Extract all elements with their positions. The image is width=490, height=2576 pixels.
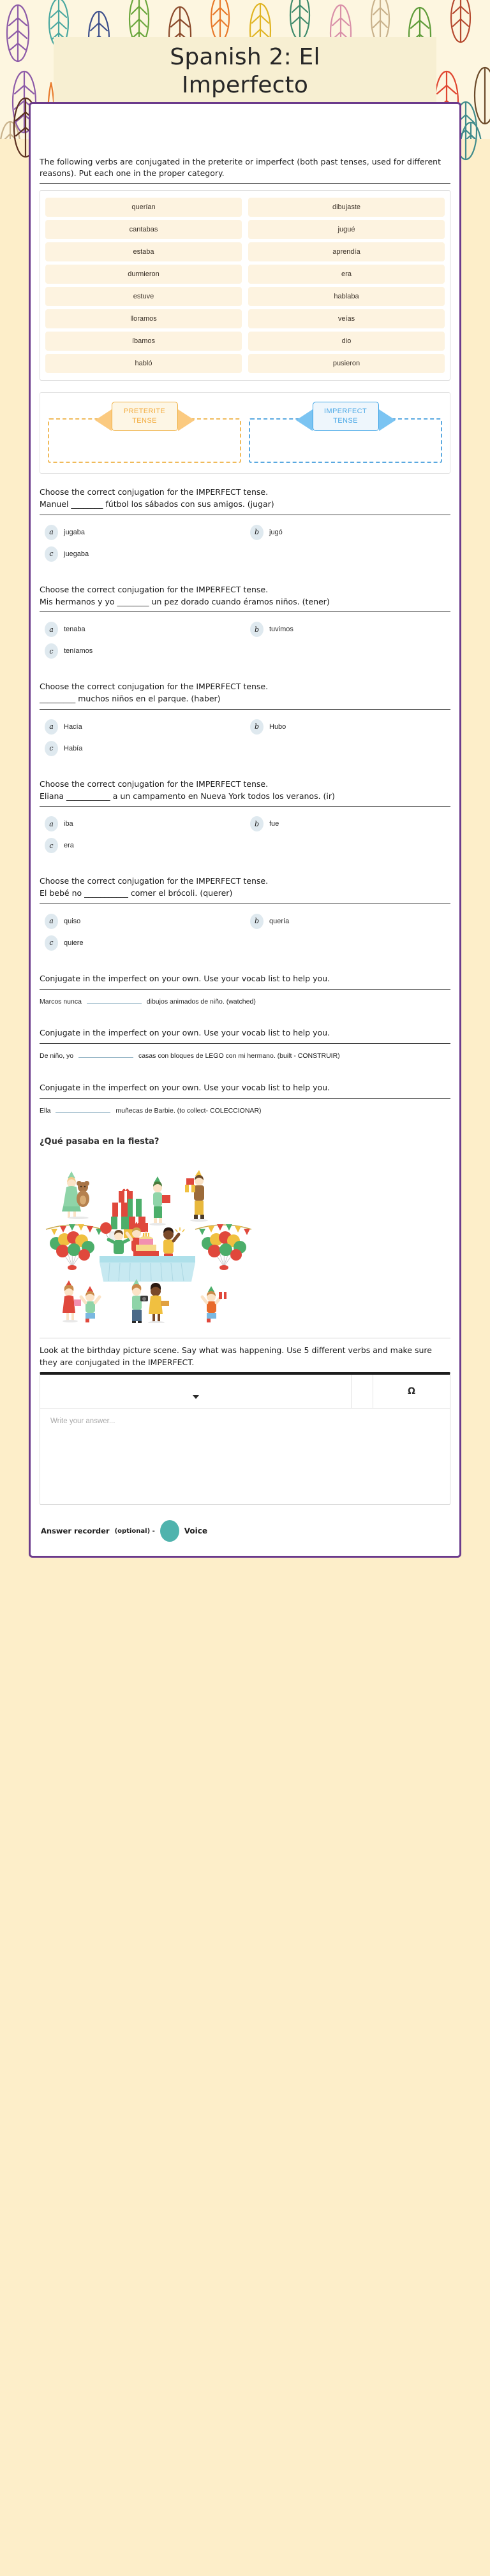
ribbon-tail-left-icon <box>95 409 112 431</box>
imperfect-label <box>313 402 379 431</box>
choice-option-c[interactable] <box>40 932 245 954</box>
choice-option-b[interactable] <box>245 716 450 738</box>
ribbon-tail-left-icon <box>296 409 313 431</box>
verb-chip[interactable]: hablaba <box>248 287 445 306</box>
question-sentence: Manuel ________ fútbol los sábados con sus amigos. (jugar) <box>40 499 274 509</box>
verb-chip[interactable]: era <box>248 265 445 284</box>
birthday-party-illustration <box>43 1154 254 1323</box>
verb-chip[interactable]: lloramos <box>45 309 242 328</box>
blank-input[interactable] <box>87 1003 142 1004</box>
verb-chip[interactable]: veías <box>248 309 445 328</box>
choice-label: juegaba <box>64 550 89 558</box>
verb-chip[interactable]: aprendía <box>248 242 445 261</box>
microphone-record-button[interactable] <box>160 1520 179 1542</box>
choice-key: b <box>250 719 264 735</box>
table-row <box>45 265 445 284</box>
question-3 <box>40 681 450 759</box>
question-sentence: _________ muchos niños en el parque. (haber) <box>40 694 221 703</box>
choice-label: quiso <box>64 917 81 925</box>
choice-label: jugó <box>269 528 283 536</box>
choice-list <box>40 716 450 759</box>
scene-caption: Look at the birthday picture scene. Say what was happening. Use 5 different verbs and make sure they are conjugated in the IMPERFECT. <box>40 1345 432 1367</box>
choice-label: iba <box>64 820 73 828</box>
choice-list <box>40 911 450 954</box>
verb-chip[interactable]: querían <box>45 198 242 217</box>
table-row <box>45 198 445 217</box>
sentence-after: casas con bloques de LEGO con mi hermano. (built - CONSTRUIR) <box>138 1052 340 1060</box>
divider <box>40 1098 450 1099</box>
preterite-label-line2: TENSE <box>132 417 157 425</box>
question-sentence: Eliana ___________ a un campamento en Nueva York todos los veranos. (ir) <box>40 791 335 801</box>
preterite-label <box>112 402 178 431</box>
imperfect-label-line1: IMPERFECT <box>323 407 368 416</box>
choice-label: jugaba <box>64 528 85 536</box>
choice-list <box>40 522 450 565</box>
verb-chip[interactable]: estaba <box>45 242 242 261</box>
answer-recorder-row <box>40 1520 450 1542</box>
sentence-after: dibujos animados de niño. (watched) <box>146 997 256 1006</box>
divider <box>40 806 450 807</box>
question-instruction: Choose the correct conjugation for the IMPERFECT tense. <box>40 682 269 692</box>
choice-option-c[interactable] <box>40 640 245 662</box>
divider <box>40 989 450 990</box>
choice-key: b <box>250 914 264 929</box>
verb-chip[interactable]: estuve <box>45 287 242 306</box>
choice-option-b[interactable] <box>245 911 450 932</box>
verb-chip[interactable]: íbamos <box>45 332 242 351</box>
card-top-spacer <box>40 110 450 156</box>
choice-label: Hubo <box>269 722 286 731</box>
sentence-before: Marcos nunca <box>40 997 82 1006</box>
choice-label: teníamos <box>64 647 93 655</box>
page-title-line1: Spanish 2: El <box>170 44 320 70</box>
choice-list <box>40 618 450 662</box>
toolbar-divider <box>352 1375 373 1408</box>
choice-key: c <box>45 935 58 951</box>
font-dropdown[interactable] <box>40 1375 352 1408</box>
fill-blank-2 <box>40 1027 450 1063</box>
choice-list <box>40 813 450 856</box>
verb-chip[interactable]: durmieron <box>45 265 242 284</box>
choice-key: a <box>45 525 58 540</box>
page-title-plate <box>54 37 436 110</box>
verb-chip[interactable]: dio <box>248 332 445 351</box>
sentence-after: muñecas de Barbie. (to collect- COLECCIONAR) <box>115 1106 262 1115</box>
fill-blank-sentence <box>40 1105 450 1118</box>
question-4 <box>40 779 450 857</box>
choice-label: fue <box>269 820 279 828</box>
scene-title: ¿Qué pasaba en la fiesta? <box>40 1136 160 1146</box>
sentence-before: De niño, yo <box>40 1052 74 1060</box>
verb-table <box>40 190 450 381</box>
verb-chip[interactable]: pusieron <box>248 354 445 373</box>
choice-label: quería <box>269 917 290 925</box>
sort-instruction: The following verbs are conjugated in the preterite or imperfect (both past tenses, used for different reasons). Put each one in the proper category. <box>40 157 441 179</box>
preterite-label-line1: PRETERITE <box>123 407 166 416</box>
fill-blank-sentence <box>40 996 450 1009</box>
answer-textarea[interactable]: Write your answer... <box>50 1417 115 1426</box>
question-instruction: Choose the correct conjugation for the IMPERFECT tense. <box>40 584 269 594</box>
fill-blank-instruction: Conjugate in the imperfect on your own. Use your vocab list to help you. <box>40 1028 330 1038</box>
verb-chip[interactable]: cantabas <box>45 220 242 239</box>
fill-blank-instruction: Conjugate in the imperfect on your own. Use your vocab list to help you. <box>40 973 330 983</box>
choice-label: Había <box>64 744 83 752</box>
tense-sort-area <box>40 392 450 474</box>
choice-key: b <box>250 816 264 831</box>
page-title-line2: Imperfecto <box>181 71 309 98</box>
question-2 <box>40 584 450 662</box>
choice-key: c <box>45 643 58 659</box>
choice-label: tuvimos <box>269 626 293 634</box>
choice-key: b <box>250 525 264 540</box>
choice-key: a <box>45 719 58 735</box>
party-table-icon <box>100 1256 195 1282</box>
fill-blank-sentence <box>40 1050 450 1063</box>
choice-option-a[interactable] <box>40 716 245 738</box>
choice-option-c[interactable] <box>40 543 245 565</box>
recorder-optional-note: (optional) - <box>114 1527 155 1535</box>
preterite-ribbon <box>112 402 178 431</box>
blank-input[interactable] <box>56 1112 110 1113</box>
special-character-button[interactable]: Ω <box>408 1386 415 1397</box>
table-row <box>45 309 445 328</box>
voice-label: Voice <box>184 1526 208 1536</box>
table-row <box>45 287 445 306</box>
question-sentence: El bebé no ___________ comer el brócoli. (querer) <box>40 888 233 898</box>
blank-input[interactable] <box>78 1057 133 1058</box>
choice-key: c <box>45 546 58 562</box>
imperfect-ribbon <box>313 402 379 431</box>
choice-key: c <box>45 838 58 853</box>
question-instruction: Choose the correct conjugation for the IMPERFECT tense. <box>40 487 269 497</box>
question-5 <box>40 875 450 954</box>
choice-option-a[interactable] <box>40 522 245 543</box>
ribbon-tail-right-icon <box>379 409 396 431</box>
choice-key: a <box>45 622 58 637</box>
page-title <box>57 43 433 99</box>
choice-option-a[interactable] <box>40 911 245 932</box>
choice-option-a[interactable] <box>40 618 245 640</box>
ribbon-tail-right-icon <box>178 409 195 431</box>
choice-label: tenaba <box>64 626 85 634</box>
table-row <box>45 332 445 351</box>
question-sentence: Mis hermanos y yo ________ un pez dorado cuando éramos niños. (tener) <box>40 596 330 606</box>
answer-editor <box>40 1372 450 1505</box>
question-instruction: Choose the correct conjugation for the IMPERFECT tense. <box>40 779 269 789</box>
choice-option-c[interactable] <box>40 738 245 759</box>
choice-key: a <box>45 816 58 831</box>
fill-blank-3 <box>40 1082 450 1118</box>
choice-option-b[interactable] <box>245 522 450 543</box>
choice-label: Hacía <box>64 722 82 731</box>
sentence-before: Ella <box>40 1106 51 1115</box>
choice-option-c[interactable] <box>40 835 245 856</box>
question-1 <box>40 487 450 565</box>
editor-toolbar <box>40 1375 450 1408</box>
worksheet-card <box>29 102 461 1558</box>
table-row <box>45 354 445 373</box>
preterite-column <box>48 402 241 463</box>
choice-key: c <box>45 741 58 756</box>
choice-option-b[interactable] <box>245 618 450 640</box>
worksheet-container <box>0 102 490 1596</box>
choice-key: b <box>250 622 264 637</box>
question-instruction: Choose the correct conjugation for the IMPERFECT tense. <box>40 876 269 886</box>
verb-chip[interactable]: habló <box>45 354 242 373</box>
verb-chip[interactable]: dibujaste <box>248 198 445 217</box>
chevron-down-icon <box>193 1395 199 1399</box>
imperfect-column <box>249 402 442 463</box>
choice-option-a[interactable] <box>40 813 245 835</box>
choice-label: era <box>64 842 74 850</box>
divider <box>40 183 450 184</box>
table-row <box>45 242 445 261</box>
fill-blank-instruction: Conjugate in the imperfect on your own. Use your vocab list to help you. <box>40 1083 330 1093</box>
choice-option-b[interactable] <box>245 813 450 835</box>
fill-blank-1 <box>40 973 450 1009</box>
table-row <box>45 220 445 239</box>
imperfect-label-line2: TENSE <box>333 417 358 425</box>
divider <box>40 1043 450 1044</box>
recorder-label: Answer recorder <box>41 1526 110 1536</box>
choice-key: a <box>45 914 58 929</box>
divider <box>40 611 450 612</box>
choice-label: quiere <box>64 939 84 947</box>
verb-chip[interactable]: jugué <box>248 220 445 239</box>
divider <box>40 709 450 710</box>
